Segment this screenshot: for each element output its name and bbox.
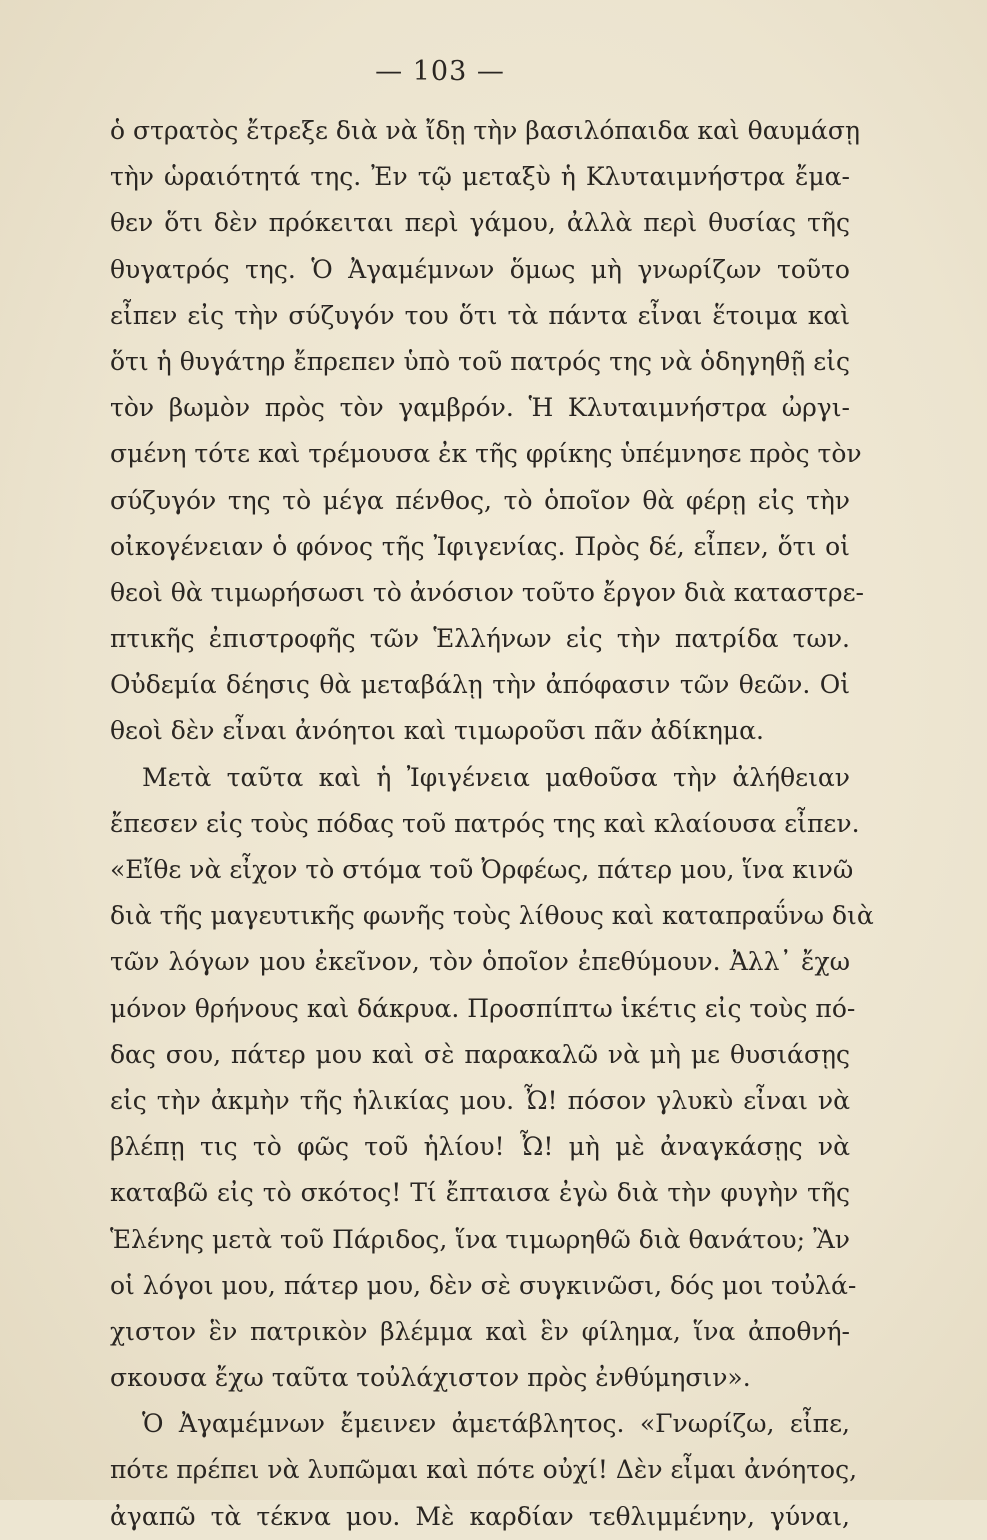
text-line: θεν ὅτι δὲν πρόκειται περὶ γάμου, ἀλλὰ περὶ θυσίας τῆς [110, 208, 850, 238]
text-line: Ἑλένης μετὰ τοῦ Πάριδος, ἵνα τιμωρηθῶ διὰ θανάτου; Ἂν [110, 1224, 850, 1254]
paragraph-1 [110, 108, 864, 755]
text-line: χιστον ἓν πατρικὸν βλέμμα καὶ ἓν φίλημα, ἵνα ἀποθνή- [110, 1316, 850, 1346]
text-line: σμένη τότε καὶ τρέμουσα ἐκ τῆς φρίκης ὑπέμνησε πρὸς τὸν [110, 439, 862, 469]
text-line: ἔπεσεν εἰς τοὺς πόδας τοῦ πατρός της καὶ κλαίουσα εἶπεν. [110, 808, 860, 838]
text-line: «Εἴθε νὰ εἶχον τὸ στόμα τοῦ Ὀρφέως, πάτερ μου, ἵνα κινῶ [110, 855, 854, 884]
text-line: διὰ τῆς μαγευτικῆς φωνῆς τοὺς λίθους καὶ καταπραΰνω διὰ [110, 901, 874, 931]
text-line: Μετὰ ταῦτα καὶ ἡ Ἰφιγένεια μαθοῦσα τὴν ἀλήθειαν [142, 762, 850, 792]
page-text [110, 108, 874, 1540]
text-line: θυγατρός της. Ὁ Ἀγαμέμνων ὅμως μὴ γνωρίζων τοῦτο [110, 254, 850, 284]
text-line: ἀγαπῶ τὰ τέκνα μου. Μὲ καρδίαν τεθλιμμένην, γύναι, [110, 1501, 850, 1531]
text-line: τὴν ὡραιότητά της. Ἐν τῷ μεταξὺ ἡ Κλυταιμνήστρα ἔμα- [110, 162, 850, 192]
page-number: — 103 — [375, 56, 505, 87]
text-line: ὁ στρατὸς ἔτρεξε διὰ νὰ ἴδῃ τὴν βασιλόπαιδα καὶ θαυμάσῃ [110, 116, 860, 145]
text-line: Οὐδεμία δέησις θὰ μεταβάλῃ τὴν ἀπόφασιν τῶν θεῶν. Οἱ [110, 670, 850, 700]
text-line: εἰς τὴν ἀκμὴν τῆς ἡλικίας μου. Ὦ! πόσον γλυκὺ εἶναι νὰ [110, 1085, 850, 1115]
text-line: καταβῶ εἰς τὸ σκότος! Τί ἔπταισα ἐγὼ διὰ τὴν φυγὴν τῆς [110, 1178, 850, 1208]
text-line: πτικῆς ἐπιστροφῆς τῶν Ἑλλήνων εἰς τὴν πατρίδα των. [110, 624, 850, 654]
text-line: Ὁ Ἀγαμέμνων ἔμεινεν ἀμετάβλητος. «Γνωρίζω, εἶπε, [142, 1409, 850, 1439]
text-line: εἶπεν εἰς τὴν σύζυγόν του ὅτι τὰ πάντα εἶναι ἕτοιμα καὶ [110, 300, 850, 330]
text-line: τῶν λόγων μου ἐκεῖνον, τὸν ὁποῖον ἐπεθύμουν. Ἀλλ᾽ ἔχω [110, 947, 850, 977]
text-line: πότε πρέπει νὰ λυπῶμαι καὶ πότε οὐχί! Δὲν εἶμαι ἀνόητος, [110, 1455, 858, 1485]
text-line: θεοὶ θὰ τιμωρήσωσι τὸ ἀνόσιον τοῦτο ἔργον διὰ καταστρε- [110, 577, 864, 607]
text-line: οἱ λόγοι μου, πάτερ μου, δὲν σὲ συγκινῶσι, δός μοι τοὐλά- [110, 1270, 857, 1300]
text-line: θεοὶ δὲν εἶναι ἀνόητοι καὶ τιμωροῦσι πᾶν ἀδίκημα. [110, 716, 764, 746]
text-line: δας σου, πάτερ μου καὶ σὲ παρακαλῶ νὰ μὴ με θυσιάσῃς [110, 1039, 850, 1069]
text-line: μόνον θρήνους καὶ δάκρυα. Προσπίπτω ἱκέτις εἰς τοὺς πό- [110, 993, 856, 1023]
text-line: τὸν βωμὸν πρὸς τὸν γαμβρόν. Ἡ Κλυταιμνήστρα ὠργι- [110, 393, 850, 423]
text-line: ὅτι ἡ θυγάτηρ ἔπρεπεν ὑπὸ τοῦ πατρός της νὰ ὁδηγηθῇ εἰς [110, 346, 850, 376]
text-line: σκουσα ἔχω ταῦτα τοὐλάχιστον πρὸς ἐνθύμησιν». [110, 1363, 751, 1393]
text-line: βλέπῃ τις τὸ φῶς τοῦ ἡλίου! Ὦ! μὴ μὲ ἀναγκάσῃς νὰ [110, 1132, 850, 1162]
text-line: σύζυγόν της τὸ μέγα πένθος, τὸ ὁποῖον θὰ φέρῃ εἰς τὴν [110, 485, 850, 515]
text-line: οἰκογένειαν ὁ φόνος τῆς Ἰφιγενίας. Πρὸς δέ, εἶπεν, ὅτι οἱ [110, 531, 850, 561]
paragraph-3 [110, 1401, 858, 1540]
paragraph-2 [110, 755, 874, 1402]
